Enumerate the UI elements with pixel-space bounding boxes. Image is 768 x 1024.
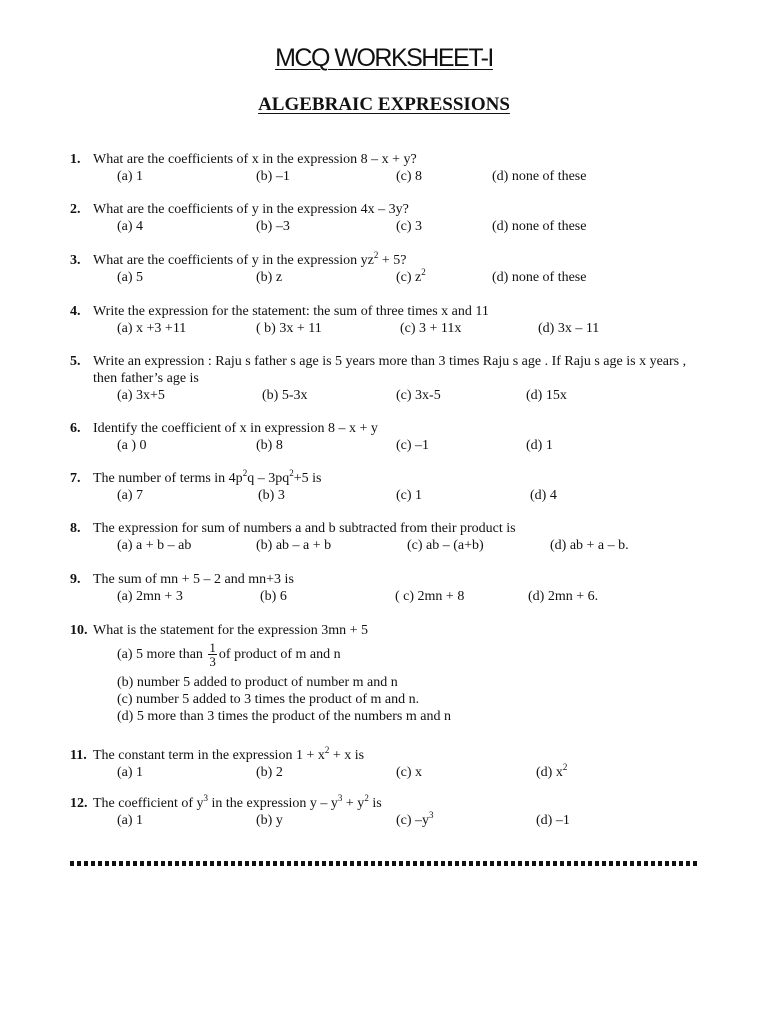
question-stem: The sum of mn + 5 – 2 and mn+3 is xyxy=(93,572,294,587)
option-d: (d) 4 xyxy=(530,488,557,503)
stem-text: What are the coefficients of y in the expression yz xyxy=(93,253,374,268)
question-stem: The expression for sum of numbers a and b subtracted from their product is xyxy=(93,521,516,536)
option-a: (a) 2mn + 3 xyxy=(117,589,183,604)
option-list xyxy=(117,674,757,725)
question-6 xyxy=(70,420,710,454)
dotted-separator xyxy=(70,861,698,866)
question-stem: What are the coefficients of x in the expression 8 – x + y? xyxy=(93,152,417,167)
question-number: 6. xyxy=(70,421,81,436)
option-c: (c) 8 xyxy=(396,169,423,184)
question-10 xyxy=(70,622,710,725)
option-a: (a) 4 xyxy=(117,219,144,234)
question-3 xyxy=(70,252,710,286)
question-8 xyxy=(70,520,710,554)
question-stem xyxy=(93,747,364,764)
exponent: 2 xyxy=(373,250,379,260)
option-b: (b) z xyxy=(256,270,283,285)
option-b: (b) number 5 added to product of number m and n xyxy=(117,675,398,690)
option-text: of product of m and n xyxy=(218,647,341,662)
option-text: (a) 5 more than xyxy=(117,647,203,662)
question-number: 8. xyxy=(70,521,81,536)
question-5 xyxy=(70,353,710,404)
option-text: (c) –y xyxy=(396,813,430,828)
question-number: 11. xyxy=(70,748,87,763)
question-stem: Write an expression : Raju s father s age is 5 years more than 3 times Raju s age . If Raju s age is x years , then father’s age is xyxy=(93,354,687,386)
option-a: (a) a + b – ab xyxy=(117,538,192,553)
question-number: 12. xyxy=(70,796,88,811)
stem-text: +5 is xyxy=(293,471,322,486)
question-stem xyxy=(93,470,321,487)
option-d: (d) 2mn + 6. xyxy=(528,589,599,604)
question-9 xyxy=(70,571,710,605)
exponent: 2 xyxy=(289,468,294,478)
exponent: 2 xyxy=(421,267,426,277)
option-c: (c) x xyxy=(396,765,423,780)
option-a: (a) 1 xyxy=(117,765,144,780)
question-number: 5. xyxy=(70,354,81,369)
question-12 xyxy=(70,795,710,829)
option-b: (b) 6 xyxy=(260,589,287,604)
option-c: (c) number 5 added to 3 times the product of m and n. xyxy=(117,692,420,707)
stem-text: The coefficient of y xyxy=(93,796,204,811)
option-c: (c) 1 xyxy=(396,488,423,503)
option-c: (c) 3 xyxy=(396,219,423,234)
option-a: (a) 1 xyxy=(117,169,144,184)
option-b: (b) ab – a + b xyxy=(256,538,332,553)
question-number: 4. xyxy=(70,304,81,319)
option-d: (d) none of these xyxy=(492,169,587,184)
option-b: (b) –1 xyxy=(256,169,290,184)
option-c xyxy=(396,269,426,286)
stem-text: is xyxy=(368,796,382,811)
option-a: (a) 5 xyxy=(117,270,144,285)
question-number: 3. xyxy=(70,253,81,268)
option-d: (d) 15x xyxy=(526,388,567,403)
question-stem: Write the expression for the statement: the sum of three times x and 11 xyxy=(93,304,489,319)
question-11 xyxy=(70,747,710,781)
option-a: (a) 1 xyxy=(117,813,144,828)
option-text: (d) x xyxy=(536,765,563,780)
option-d xyxy=(536,764,567,781)
option-b: (b) –3 xyxy=(256,219,290,234)
option-a: (a) 3x+5 xyxy=(117,388,165,403)
question-number: 10. xyxy=(70,623,88,638)
exponent: 2 xyxy=(324,745,330,755)
option-c: (c) ab – (a+b) xyxy=(407,538,484,553)
stem-text: + 5? xyxy=(378,253,407,268)
option-c: (c) –1 xyxy=(396,438,430,453)
question-stem xyxy=(93,252,406,269)
option-b: (b) 2 xyxy=(256,765,283,780)
question-2 xyxy=(70,201,710,235)
question-stem: Identify the coefficient of x in expression 8 – x + y xyxy=(93,421,378,436)
option-b: (b) y xyxy=(256,813,283,828)
question-stem xyxy=(93,795,382,812)
question-stem: What is the statement for the expression 3mn + 5 xyxy=(93,623,368,638)
worksheet-title: MCQ WORKSHEET-I xyxy=(275,44,493,72)
option-c: (c) 3x-5 xyxy=(396,388,441,403)
question-number: 1. xyxy=(70,152,81,167)
option-b: (b) 8 xyxy=(256,438,283,453)
option-c: ( c) 2mn + 8 xyxy=(395,589,465,604)
option-d: (d) ab + a – b. xyxy=(550,538,629,553)
exponent: 2 xyxy=(562,762,568,772)
option-a: (a ) 0 xyxy=(117,438,147,453)
fraction-numerator: 1 xyxy=(209,640,216,656)
option-d: (d) none of these xyxy=(492,219,587,234)
option-text: (c) z xyxy=(396,270,422,285)
option-d: (d) 1 xyxy=(526,438,553,453)
fraction xyxy=(208,641,217,668)
option-d: (d) –1 xyxy=(536,813,570,828)
fraction-denominator: 3 xyxy=(209,654,216,670)
option-a xyxy=(117,640,757,670)
option-d: (d) none of these xyxy=(492,270,587,285)
question-1 xyxy=(70,151,710,185)
question-stem: What are the coefficients of y in the expression 4x – 3y? xyxy=(93,202,409,217)
exponent: 2 xyxy=(364,793,369,803)
exponent: 3 xyxy=(203,793,209,803)
option-b: ( b) 3x + 11 xyxy=(256,321,322,336)
question-4 xyxy=(70,303,710,337)
stem-text: in the expression y – y xyxy=(208,796,338,811)
stem-text: + x is xyxy=(329,748,365,763)
option-c: (c) 3 + 11x xyxy=(400,321,462,336)
exponent: 2 xyxy=(242,468,248,478)
option-a: (a) x +3 +11 xyxy=(117,321,187,336)
stem-text: + y xyxy=(342,796,365,811)
option-b: (b) 5-3x xyxy=(262,388,308,403)
option-c xyxy=(396,812,434,829)
stem-text: The number of terms in 4p xyxy=(93,471,243,486)
question-number: 2. xyxy=(70,202,81,217)
question-number: 9. xyxy=(70,572,81,587)
question-number: 7. xyxy=(70,471,81,486)
exponent: 3 xyxy=(429,810,434,820)
question-7 xyxy=(70,470,710,504)
exponent: 3 xyxy=(337,793,343,803)
stem-text: The constant term in the expression 1 + x xyxy=(93,748,325,763)
option-d: (d) 3x – 11 xyxy=(538,321,600,336)
option-d: (d) 5 more than 3 times the product of the numbers m and n xyxy=(117,709,451,724)
option-a: (a) 7 xyxy=(117,488,144,503)
option-b: (b) 3 xyxy=(258,488,285,503)
worksheet-subtitle: ALGEBRAIC EXPRESSIONS xyxy=(258,94,510,115)
stem-text: q – 3pq xyxy=(247,471,290,486)
